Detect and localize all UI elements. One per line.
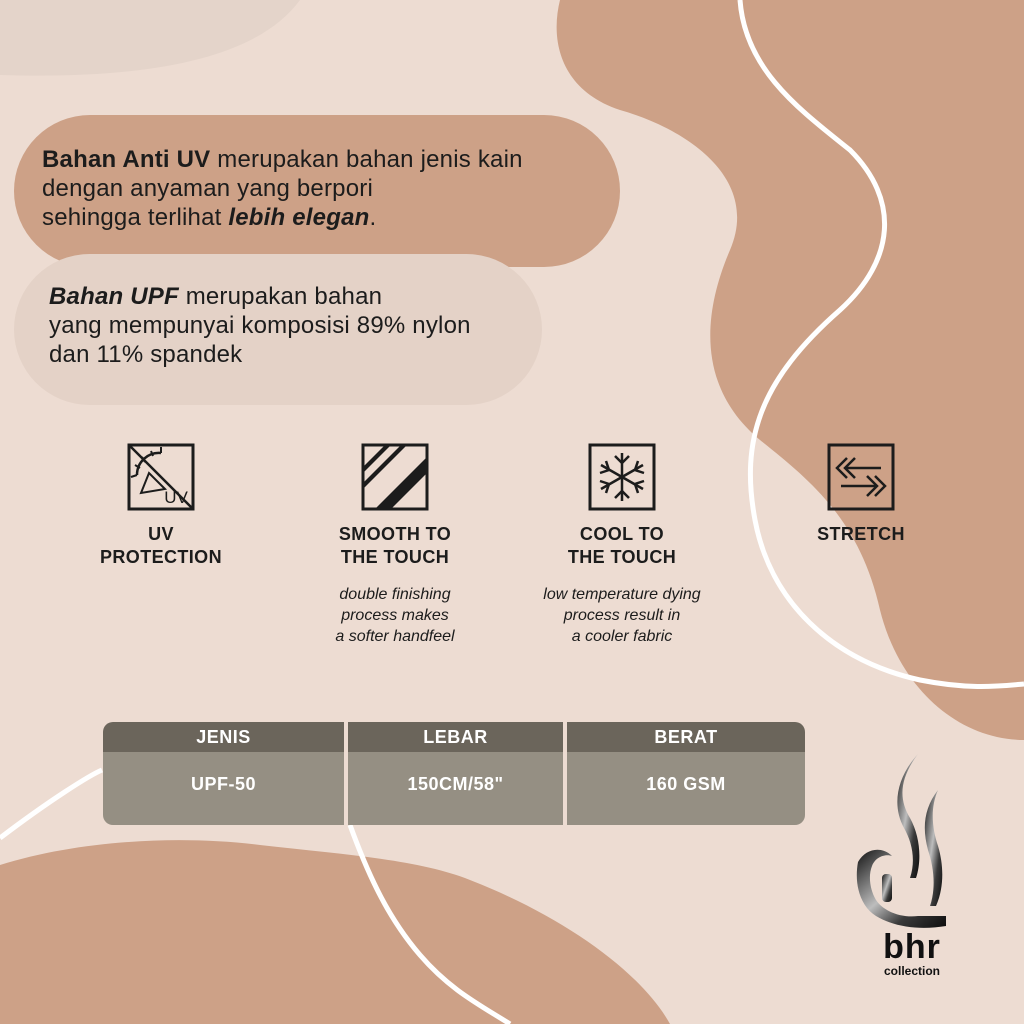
feature-title xyxy=(280,523,510,569)
bottom-blob xyxy=(0,840,670,1024)
anti-uv-emphasis: lebih elegan xyxy=(228,204,370,231)
upf-lead: Bahan UPF xyxy=(49,283,179,310)
spec-column-berat xyxy=(567,722,805,825)
uv-icon-text: UV xyxy=(164,488,188,507)
spec-value: 150CM/58" xyxy=(348,752,563,825)
smooth-stripes-icon xyxy=(361,443,429,511)
desc-line: a cooler fabric xyxy=(571,628,673,645)
feature-title xyxy=(46,523,276,569)
spec-column-jenis xyxy=(103,722,344,825)
desc-line: process makes xyxy=(341,607,449,624)
spec-value: 160 GSM xyxy=(567,752,805,825)
anti-uv-text: merupakan bahan jenis kain xyxy=(210,146,523,173)
feature-smooth xyxy=(280,443,510,647)
snowflake-icon xyxy=(588,443,656,511)
anti-uv-line3: sehingga terlihat xyxy=(42,204,229,231)
feature-title xyxy=(507,523,737,569)
anti-uv-description xyxy=(14,115,620,267)
desc-line: double finishing xyxy=(339,586,451,603)
title-line: STRETCH xyxy=(817,524,905,544)
brand-tagline: collection xyxy=(883,964,940,978)
feature-title xyxy=(746,523,976,546)
title-line: PROTECTION xyxy=(99,547,222,567)
upf-text: merupakan bahan xyxy=(178,283,383,310)
spec-table xyxy=(103,722,805,825)
desc-line: process result in xyxy=(563,607,681,624)
brand-name: bhr xyxy=(883,928,941,966)
spec-header: JENIS xyxy=(103,722,344,752)
feature-description xyxy=(280,584,510,647)
anti-uv-line2: dengan anyaman yang berpori xyxy=(42,175,373,202)
title-line: UV xyxy=(148,524,174,544)
upf-line2: yang mempunyai komposisi 89% nylon xyxy=(49,312,471,339)
title-line: THE TOUCH xyxy=(340,547,450,567)
feature-cool xyxy=(507,443,737,647)
feature-uv-protection xyxy=(46,443,276,569)
title-line: COOL TO xyxy=(579,524,665,544)
top-left-blob xyxy=(0,0,300,76)
feature-description xyxy=(507,584,737,647)
upf-line3: dan 11% spandek xyxy=(49,341,243,368)
curve-line-left xyxy=(0,770,102,838)
spec-column-lebar xyxy=(348,722,563,825)
anti-uv-lead: Bahan Anti UV xyxy=(42,146,211,173)
desc-line: a softer handfeel xyxy=(335,628,455,645)
title-line: SMOOTH TO xyxy=(338,524,452,544)
uv-sun-icon xyxy=(127,443,195,511)
desc-line: low temperature dying xyxy=(543,586,701,603)
anti-uv-period: . xyxy=(369,204,377,231)
feature-stretch xyxy=(746,443,976,546)
spec-value: UPF-50 xyxy=(103,752,344,825)
spec-header: LEBAR xyxy=(348,722,563,752)
brand-wordmark xyxy=(862,930,962,978)
upf-description xyxy=(14,254,542,405)
title-line: THE TOUCH xyxy=(567,547,677,567)
spec-header: BERAT xyxy=(567,722,805,752)
stretch-arrows-icon xyxy=(827,443,895,511)
